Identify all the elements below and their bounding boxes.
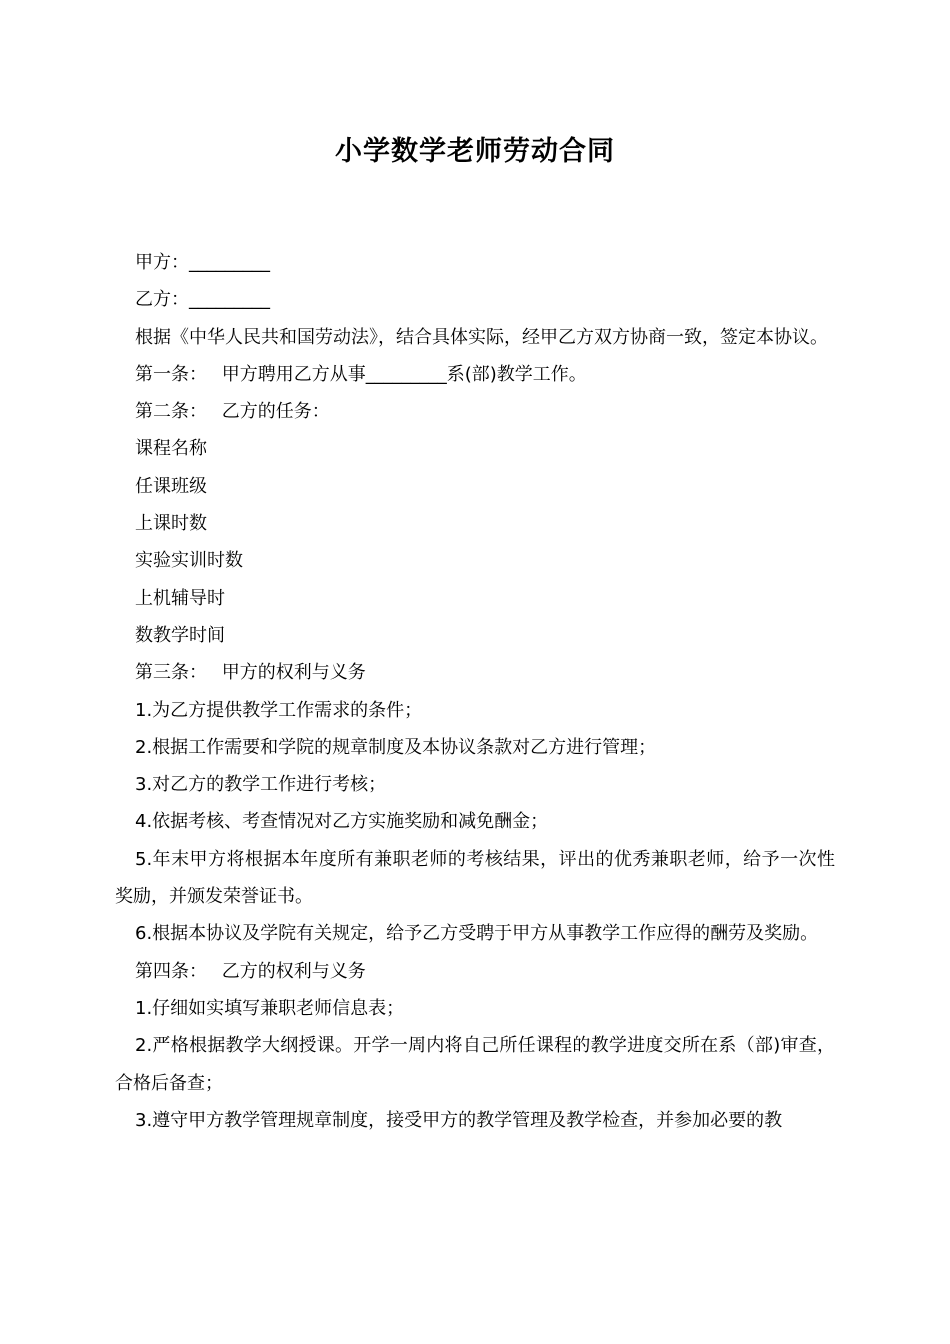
article-1: 第一条： 甲方聘用乙方从事_________系(部)教学工作。 [135, 363, 587, 385]
article-4: 第四条： 乙方的权利与义务 [135, 960, 366, 982]
party-a-line: 甲方：_________ [135, 252, 270, 273]
article-2: 第二条： 乙方的任务： [135, 401, 330, 423]
article-4-item-2: 2.严格根据教学大纲授课。开学一周内将自己所任课程的教学进度交所在系（部)审查，合格后备查； [115, 1035, 835, 1094]
article-3-item-4: 4.依据考核、考查情况对乙方实施奖励和减免酬金； [135, 811, 549, 833]
article-3-item-3: 3.对乙方的教学工作进行考核； [135, 774, 387, 796]
article-3-item-2: 2.根据工作需要和学院的规章制度及本协议条款对乙方进行管理； [135, 736, 657, 758]
task-item-hours: 上课时数 [135, 513, 207, 535]
article-4-item-3: 3.遵守甲方教学管理规章制度，接受甲方的教学管理及教学检查，并参加必要的教 [135, 1109, 783, 1131]
task-item-lab-hours: 实验实训时数 [135, 550, 243, 572]
article-3-item-1: 1.为乙方提供教学工作需求的条件； [135, 699, 423, 721]
article-3-item-6: 6.根据本协议及学院有关规定，给予乙方受聘于甲方从事教学工作应得的酬劳及奖励。 [135, 923, 819, 945]
document-body [115, 244, 835, 1139]
party-b-line: 乙方：_________ [135, 289, 270, 311]
article-3-item-5: 5.年末甲方将根据本年度所有兼职老师的考核结果，评出的优秀兼职老师，给予一次性奖励，并颁发荣誉证书。 [115, 848, 835, 908]
task-item-class: 任课班级 [135, 475, 207, 497]
task-item-teaching-time: 数教学时间 [135, 624, 225, 646]
preamble-paragraph: 根据《中华人民共和国劳动法》，结合具体实际，经甲乙方双方协商一致，签定本协议。 [135, 326, 828, 348]
task-item-course-name: 课程名称 [135, 438, 207, 460]
document-title: 小学数学老师劳动合同 [335, 136, 615, 167]
task-item-computer-tutoring: 上机辅导时 [135, 587, 225, 609]
article-4-item-1: 1.仔细如实填写兼职老师信息表； [135, 997, 405, 1019]
article-3: 第三条： 甲方的权利与义务 [135, 662, 366, 684]
